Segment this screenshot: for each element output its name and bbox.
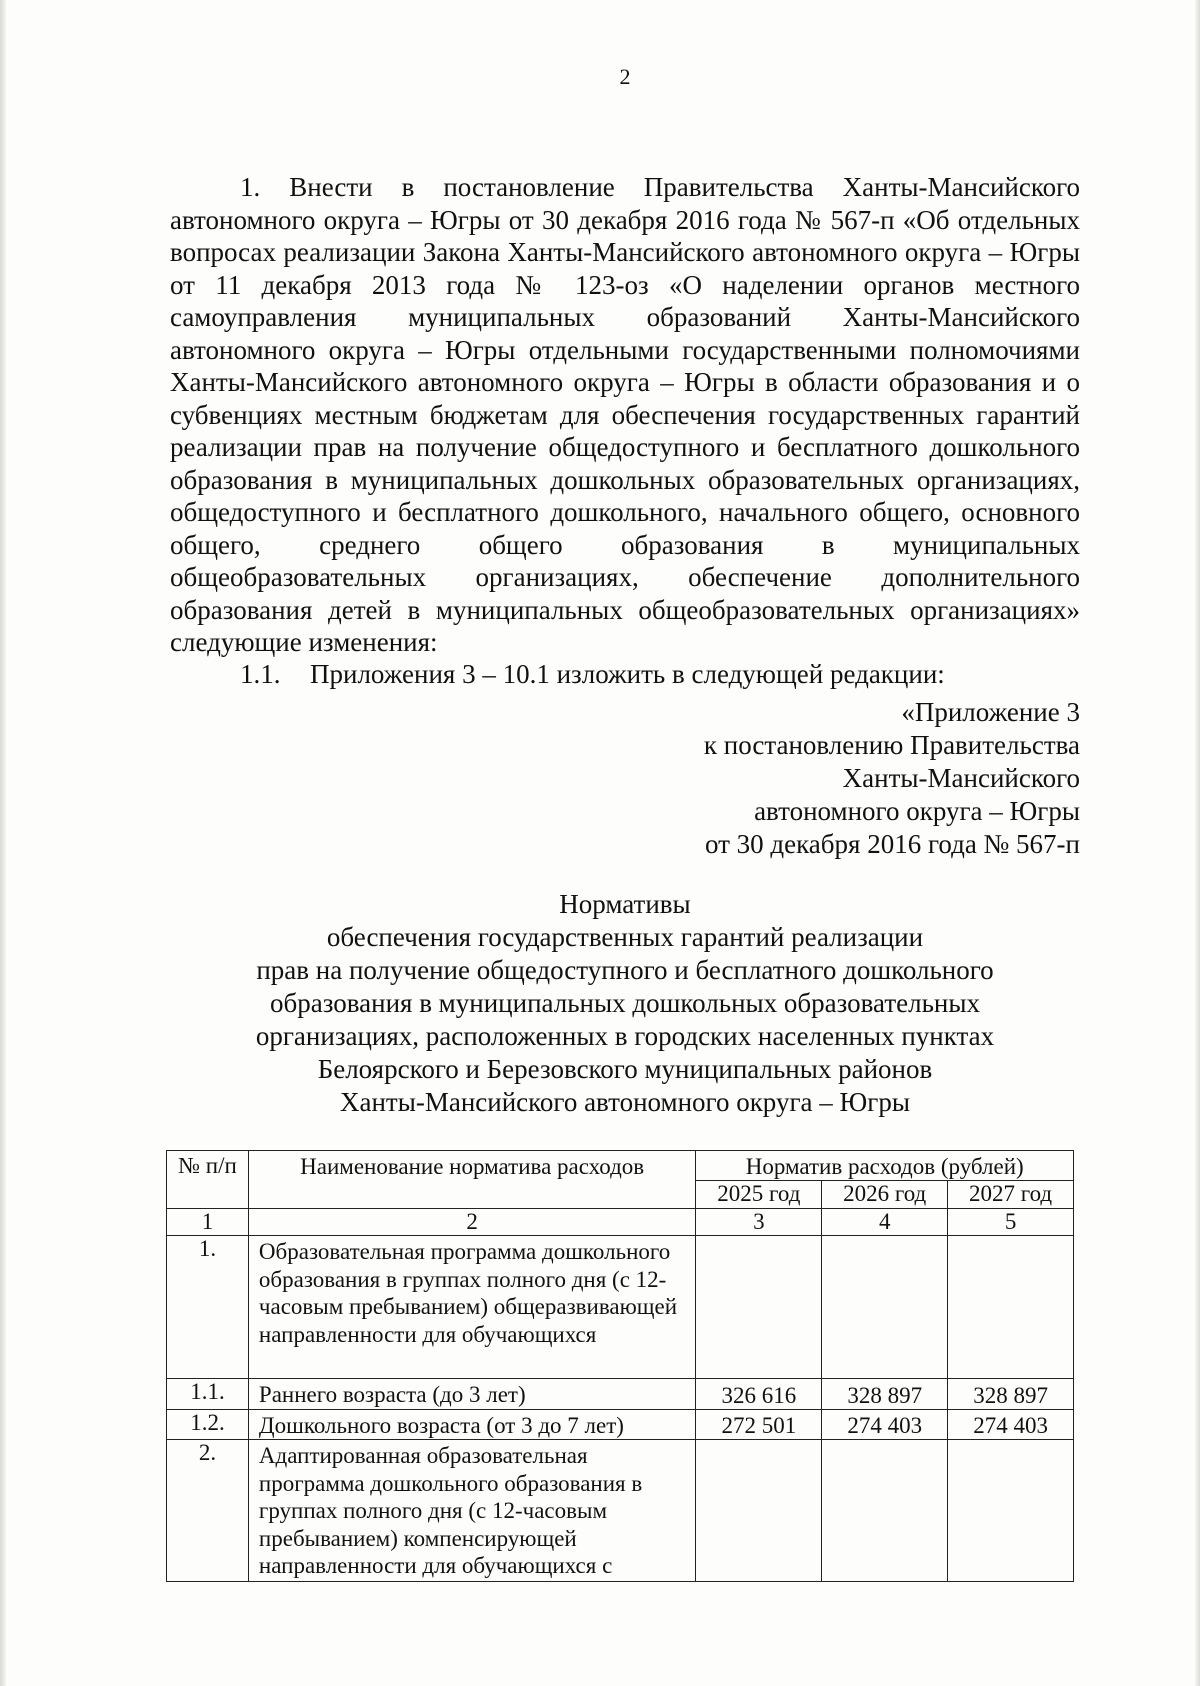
appendix-line: автономного округа – Югры — [754, 796, 1080, 826]
norms-table — [166, 1150, 1074, 1582]
appendix-line: от 30 декабря 2016 года № 567-п — [704, 829, 1080, 859]
title-line: Белоярского и Березовского муниципальных районов — [317, 1054, 933, 1084]
document-title — [170, 888, 1080, 1119]
row-value-2025 — [696, 1236, 822, 1379]
row-value-2026: 274 403 — [822, 1409, 948, 1440]
row-value-2026 — [822, 1236, 948, 1379]
appendix-line: Ханты-Мансийского — [842, 763, 1080, 793]
table-header-row — [167, 1151, 1074, 1181]
row-name: Раннего возраста (до 3 лет) — [248, 1379, 695, 1410]
row-value-2025: 326 616 — [696, 1379, 822, 1410]
subparagraph-text: Приложения 3 – 10.1 изложить в следующей редакции: — [310, 659, 945, 689]
subparagraph-number: 1.1. — [240, 659, 281, 689]
row-value-2027: 274 403 — [948, 1409, 1074, 1440]
scan-edge-left — [0, 0, 6, 1686]
row-number: 1. — [167, 1236, 249, 1379]
row-number: 1.2. — [167, 1409, 249, 1440]
row-name: Образовательная программа дошкольного образования в группах полного дня (с 12-часовым пребыванием) общеразвивающей направленности для обучающихся — [248, 1236, 695, 1379]
title-line: образования в муниципальных дошкольных образовательных — [270, 988, 980, 1018]
column-number: 4 — [822, 1209, 948, 1236]
column-number: 2 — [248, 1209, 695, 1236]
table-column-numbers-row — [167, 1209, 1074, 1236]
appendix-header — [704, 696, 1080, 861]
table-row — [167, 1409, 1074, 1440]
row-number: 2. — [167, 1440, 249, 1582]
row-value-2025 — [696, 1440, 822, 1582]
page-number: 2 — [619, 64, 631, 89]
row-name: Адаптированная образовательная программа дошкольного образования в группах полного дня (с 12-часовым пребыванием) компенсирующей направленности для обучающихся с — [248, 1440, 695, 1582]
subparagraph-1-1 — [240, 658, 945, 690]
title-line: прав на получение общедоступного и бесплатного дошкольного — [256, 955, 994, 985]
table-row — [167, 1440, 1074, 1582]
row-value-2025: 272 501 — [696, 1409, 822, 1440]
header-name: Наименование норматива расходов — [248, 1151, 695, 1209]
appendix-line: к постановлению Правительства — [703, 730, 1080, 760]
column-number: 5 — [948, 1209, 1074, 1236]
row-value-2027 — [948, 1236, 1074, 1379]
table-row — [167, 1236, 1074, 1379]
column-number: 3 — [696, 1209, 822, 1236]
header-year-2025: 2025 год — [696, 1181, 822, 1209]
appendix-line: «Приложение 3 — [901, 697, 1080, 727]
column-number: 1 — [167, 1209, 249, 1236]
paragraph-1-text: 1. Внести в постановление Правительства Ханты-Мансийского автономного округа – Югры от 30 декабря 2016 года № 567-п «Об отдельных вопросах реализации Закона Ханты-Мансийского автономного округа – Югры от 11 декабря 2013 года № 123-оз «О наделении органов местного самоуправления муниципальных образований Ханты-Мансийского автономного округа – Югры отдельными государственными полномочиями Ханты-Мансийского автономного округа – Югры в области образования и о субвенциях местным бюджетам для обеспечения государственных гарантий реализации прав на получение общедоступного и бесплатного дошкольного образования в муниципальных дошкольных образовательных организациях, общедоступного и бесплатного дошкольного, начального общего, основного общего, среднего общего образования в муниципальных общеобразовательных организациях, обеспечение дополнительного образования детей в муниципальных общеобразовательных организациях» следующие изменения: — [170, 172, 1080, 657]
header-num: № п/п — [167, 1151, 249, 1209]
paragraph-1 — [170, 171, 1080, 659]
header-year-2026: 2026 год — [822, 1181, 948, 1209]
row-number: 1.1. — [167, 1379, 249, 1410]
row-value-2026 — [822, 1440, 948, 1582]
row-value-2027 — [948, 1440, 1074, 1582]
table-row — [167, 1379, 1074, 1410]
row-value-2026: 328 897 — [822, 1379, 948, 1410]
title-line: Ханты-Мансийского автономного округа – Югры — [340, 1087, 910, 1117]
row-value-2027: 328 897 — [948, 1379, 1074, 1410]
scan-edge-right — [1195, 0, 1200, 1686]
header-group: Норматив расходов (рублей) — [696, 1151, 1074, 1181]
title-line: обеспечения государственных гарантий реализации — [326, 922, 924, 952]
title-line: организациях, расположенных в городских населенных пунктах — [255, 1021, 995, 1051]
row-name: Дошкольного возраста (от 3 до 7 лет) — [248, 1409, 695, 1440]
title-line: Нормативы — [559, 889, 691, 919]
header-year-2027: 2027 год — [948, 1181, 1074, 1209]
